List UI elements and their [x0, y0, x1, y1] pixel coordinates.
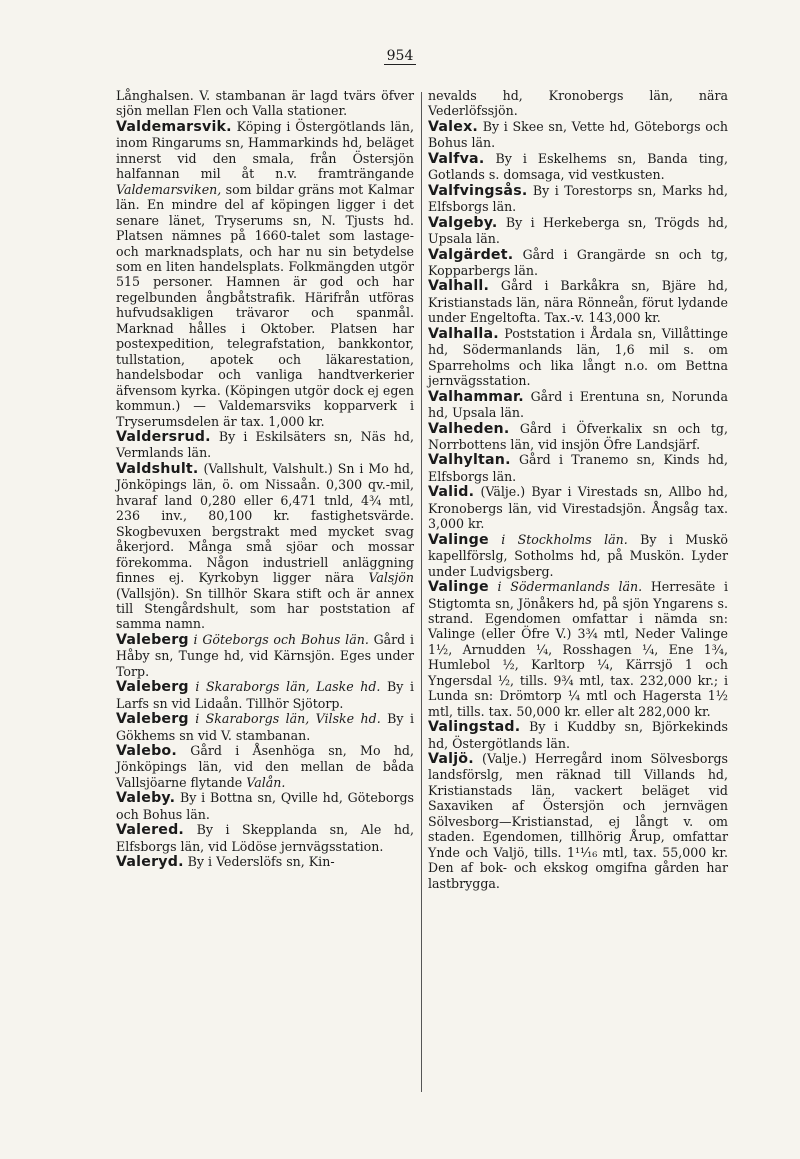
dictionary-entry: [428, 151, 728, 183]
column-divider: [421, 92, 422, 1092]
dictionary-entry: [428, 719, 728, 751]
entry-headword: Valdshult.: [116, 460, 199, 477]
entry-text: (Valje.) Herregård inom Sölvesborgs landsförslg, men räknad till Villands hd, Kristianstads län, vackert beläget vid Saxaviken af Östersjön och jernvägen Sölvesborg—Kristianstad, ej långt v. om staden. Egendomen, tillhörig Årup, omfattar Ynde och Valjö, tills. 1¹¹⁄₁₆ mtl, tax. 55,000 kr. Den af bok- och ekskog omgifna gården har lastbrygga.: [428, 751, 728, 891]
entry-headword: Valid.: [428, 484, 475, 501]
dictionary-entry: [116, 632, 414, 679]
entry-text: By i Muskö kapellförslg, Sotholms hd, på Muskön. Lyder under Ludvigsberg.: [428, 531, 728, 579]
entry-text: i Stockholms län.: [488, 531, 628, 547]
dictionary-entry: [116, 679, 414, 711]
entry-text: Gård i Grangärde sn och tg, Kopparbergs län.: [428, 246, 728, 278]
dictionary-entry: [428, 421, 728, 453]
dictionary-entry: [428, 452, 728, 484]
entry-text: Köping i Östergötlands län, inom Ringarums sn, Hammarkinds hd, beläget innerst vid den smala, från Östersjön halfannan mil åt n.v. framträngande: [116, 118, 414, 182]
dictionary-entry: [428, 532, 728, 579]
entry-text: Gård i Tranemo sn, Kinds hd, Elfsborgs län.: [428, 452, 728, 484]
dictionary-entry: [116, 854, 414, 870]
entry-headword: Valered.: [116, 822, 185, 839]
entry-headword: Valgärdet.: [428, 246, 514, 263]
entry-text: Gård i Åsenhöga sn, Mo hd, Jönköpings län, vid den mellan de båda Vallsjöarne flytande: [116, 743, 414, 790]
dictionary-entry: [428, 215, 728, 247]
dictionary-entry: [116, 711, 414, 743]
entry-headword: Valebo.: [116, 743, 177, 760]
entry-headword: Valex.: [428, 118, 479, 135]
dictionary-entry: [428, 278, 728, 325]
entry-headword: Valeberg: [116, 711, 189, 728]
dictionary-entry: [116, 88, 414, 119]
entry-text: By i Torestorps sn, Marks hd, Elfsborgs län.: [428, 182, 728, 215]
entry-text: By i Kuddby sn, Björkekinds hd, Östergötlands län.: [428, 719, 728, 751]
entry-headword: Valheden.: [428, 420, 510, 437]
dictionary-entry: [428, 389, 728, 421]
dictionary-entry: [116, 429, 414, 461]
dictionary-entry: [428, 484, 728, 531]
dictionary-entry: [428, 88, 728, 119]
dictionary-entry: [116, 790, 414, 822]
entry-headword: Valhall.: [428, 278, 490, 295]
entry-text: By i Eskilsäters sn, Näs hd, Vermlands län.: [116, 428, 414, 461]
entry-text: Poststation i Årdala sn, Villåttinge hd, Södermanlands län, 1,6 mil s. om Sparreholms och lika långt n.o. om Bettna jernvägsstation.: [428, 325, 728, 389]
page-number: 954: [0, 48, 800, 64]
entry-headword: Valfvingsås.: [428, 182, 528, 199]
entry-text: By i Larfs sn vid Lidaån. Tillhör Sjötorp.: [116, 679, 414, 711]
entry-headword: Valjö.: [428, 751, 474, 768]
dictionary-entry: [116, 119, 414, 429]
entry-text: Valån.: [246, 774, 286, 790]
entry-headword: Valhyltan.: [428, 452, 511, 469]
entry-headword: Valinge: [428, 579, 489, 596]
entry-text: Gård i Öfverkalix sn och tg, Norrbottens län, vid insjön Öfre Landsjärf.: [428, 420, 728, 452]
entry-headword: Valeberg: [116, 631, 189, 648]
dictionary-entry: [428, 247, 728, 279]
entry-text: i Södermanlands län.: [488, 579, 643, 595]
entry-headword: Valgeby.: [428, 214, 498, 231]
entry-text: som bildar gräns mot Kalmar län. En mindre del af köpingen ligger i det senare länet, Tryserums sn, N. Tjusts hd. Platsen nämnes på 1660-talet som lastage- och marknadsplats, och har nu sin betydelse som en liten handelsplats. Folkmängden utgör 515 personer. Hamnen är god och har regelbunden ångbåtstrafik. Härifrån utföras hufvudsakligen trävaror och spanmål. Marknad hålles i Oktober. Platsen har postexpedition, telegrafstation, bankkontor, tullstation, apotek och läkarestation, handelsbodar och vanliga handtverkerier äfvensom kyrka. (Köpingen utgör dock ej egen kommun.) — Valdemarsviks kopparverk i Tryserumsdelen är tax. 1,000 kr.: [116, 181, 414, 429]
entry-text: i Skaraborgs län, Vilske hd.: [188, 711, 381, 727]
entry-headword: Valeby.: [116, 790, 176, 807]
entry-text: Gård i Barkåkra sn, Bjäre hd, Kristianstads län, nära Rönneån, förut lydande under Engeltofta. Tax.-v. 143,000 kr.: [428, 278, 728, 326]
entry-text: By i Gökhems sn vid V. stambanan.: [116, 711, 414, 743]
entry-text: By i Eskelhems sn, Banda ting, Gotlands s. domsaga, vid vestkusten.: [428, 150, 728, 183]
entry-text: By i Bottna sn, Qville hd, Göteborgs och Bohus län.: [116, 790, 414, 822]
entry-text: Herresäte i Stigtomta sn, Jönåkers hd, på sjön Yngarens s. strand. Egendomen omfattar i nämda sn: Valinge (eller Öfre V.) 3¾ mtl, Neder Valinge 1½, Arnudden ¼, Rosshagen ¼, Ene 1¾, Humlebol ½, Karltorp ¼, Kärrsjö 1 och Yngersdal ½, tills. 9¾ mtl, tax. 232,000 kr.; i Lunda sn: Drömtorp ¼ mtl och Hagersta 1½ mtl, tills. tax. 50,000 kr. eller alt 282,000 kr.: [428, 579, 728, 719]
entry-text: (Välje.) Byar i Virestads sn, Allbo hd, Kronobergs län, vid Virestadsjön. Ångsåg tax. 3,000 kr.: [428, 484, 728, 532]
entry-text: By i Skepplanda sn, Ale hd, Elfsborgs län, vid Lödöse jernvägsstation.: [116, 822, 414, 854]
entry-text: Valsjön: [368, 570, 414, 586]
entry-text: i Göteborgs och Bohus län.: [188, 631, 369, 647]
entry-text: By i Herkeberga sn, Trögds hd, Upsala län.: [428, 214, 728, 247]
dictionary-entry: [428, 579, 728, 719]
entry-headword: Valhalla.: [428, 325, 499, 342]
entry-text: Gård i Håby sn, Tunge hd, vid Kärnsjön. Eges under Torp.: [116, 631, 414, 679]
entry-headword: Valdemarsvik.: [116, 118, 232, 135]
dictionary-entry: [428, 326, 728, 389]
entry-headword: Valeryd.: [116, 854, 184, 871]
dictionary-entry: [428, 119, 728, 151]
entry-headword: Valfva.: [428, 150, 485, 167]
entry-text: (Vallsjön). Sn tillhör Skara stift och är annex till Stengårdshult, som har poststation af samma namn.: [116, 585, 414, 632]
dictionary-entry: [428, 751, 728, 891]
dictionary-entry: [116, 743, 414, 790]
right-column: [428, 88, 728, 891]
dictionary-entry: [116, 461, 414, 632]
entry-headword: Valinge: [428, 531, 489, 548]
entry-text: (Vallshult, Valshult.) Sn i Mo hd, Jönköpings län, ö. om Nissaån. 0,300 qv.-mil, hvaraf land 0,280 eller 6,471 tnld, 4¾ mtl, 236 inv., 80,100 kr. fastighetsvärde. Skogbevuxen bergstrakt med mycket svag åkerjord. Många små sjöar och mossar förekomma. Någon industriell anläggning finnes ej. Kyrkobyn ligger nära: [116, 460, 414, 586]
entry-text: Gård i Erentuna sn, Norunda hd, Upsala län.: [428, 388, 728, 421]
entry-text: i Skaraborgs län, Laske hd.: [188, 679, 381, 695]
left-column: [116, 88, 414, 871]
entry-text: nevalds hd, Kronobergs län, nära Vederlöfssjön.: [428, 88, 728, 119]
entry-text: Långhalsen. V. stambanan är lagd tvärs öfver sjön mellan Flen och Valla stationer.: [116, 88, 414, 119]
entry-text: By i Vederslöfs sn, Kin-: [183, 854, 335, 870]
dictionary-entry: [116, 822, 414, 854]
entry-text: Valdemarsviken,: [116, 181, 222, 197]
entry-headword: Valeberg: [116, 679, 189, 696]
dictionary-entry: [428, 183, 728, 215]
entry-headword: Valingstad.: [428, 719, 521, 736]
entry-headword: Valhammar.: [428, 388, 524, 405]
entry-headword: Valdersrud.: [116, 428, 211, 445]
entry-text: By i Skee sn, Vette hd, Göteborgs och Bohus län.: [428, 118, 728, 151]
